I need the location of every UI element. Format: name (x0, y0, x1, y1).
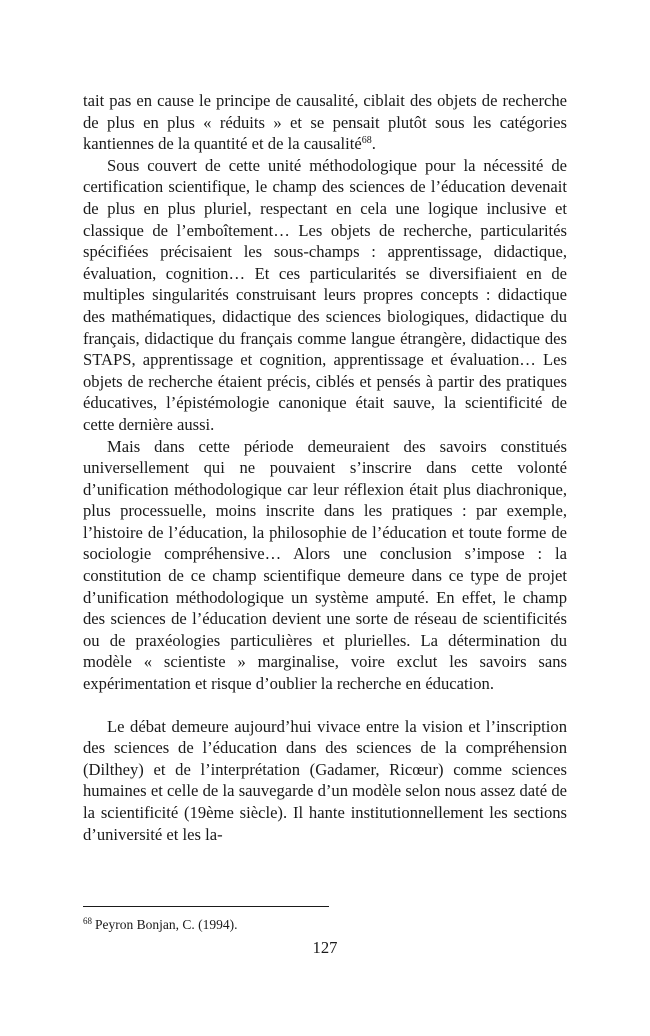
paragraph-3: Mais dans cette période demeuraient des savoirs constitués universellement qui ne pouvaient s’inscrire dans cette volonté d’unification méthodologique car leur réflexion était plus diachronique, plus processuelle, moins inscrite dans les pratiques : par exemple, l’histoire de l’éducation, la philosophie de l’éducation et toute forme de sociologie compréhensive… Alors une conclusion s’impose : la constitution de ce champ scientifique demeure dans ce type de projet d’unification méthodologique un système amputé. En effet, le champ des sciences de l’éducation devient une sorte de réseau de scientificités ou de praxéologies particulières et plurielles. La détermination du modèle « scientiste » marginalise, voire exclut les savoirs sans expérimentation et risque d’oublier la recherche en éducation. (83, 436, 567, 694)
footnote-reference: 68 (361, 135, 372, 147)
paragraph-1 (83, 90, 567, 155)
paragraph-2: Sous couvert de cette unité méthodologique pour la nécessité de certification scientifique, le champ des sciences de l’éducation devenait de plus en plus pluriel, respectant en cela une logique inclusive et classique de l’emboîtement… Les objets de recherche, particularités spécifiées précisaient les sous-champs : apprentissage, didactique, évaluation, cognition… Et ces particularités se diversifiaient en de multiples singularités construisant leurs propres concepts : didactique des mathématiques, didactique des sciences biologiques, didactique du français, didactique du français comme langue étrangère, didactique des STAPS, apprentissage et cognition, apprentissage et évaluation… Les objets de recherche étaient précis, ciblés et pensés à partir des pratiques éducatives, l’épistémologie canonique était sauve, la scientificité de cette dernière aussi. (83, 155, 567, 434)
footnote-number: 68 (83, 916, 92, 926)
paragraph-1-text: tait pas en cause le principe de causalité, ciblait des objets de recherche de plus en plus « réduits » et se pensait plutôt sous les catégories kantiennes de la quantité et de la causalité (83, 91, 567, 154)
footnote (83, 916, 567, 934)
paragraph-4: Le débat demeure aujourd’hui vivace entre la vision et l’inscription des sciences de l’éducation dans des sciences de la compréhension (Dilthey) et de l’interprétation (Gadamer, Ricœur) comme sciences humaines et celle de la sauvegarde d’un modèle selon nous assez daté de la scientificité (19ème siècle). Il hante institutionnellement les sections d’université et les la- (83, 716, 567, 844)
paragraph-1-end: . (371, 134, 376, 154)
page-number: 127 (312, 938, 338, 957)
body-text (83, 90, 567, 845)
footnote-separator (83, 906, 329, 907)
footnote-text: Peyron Bonjan, C. (1994). (95, 917, 238, 932)
